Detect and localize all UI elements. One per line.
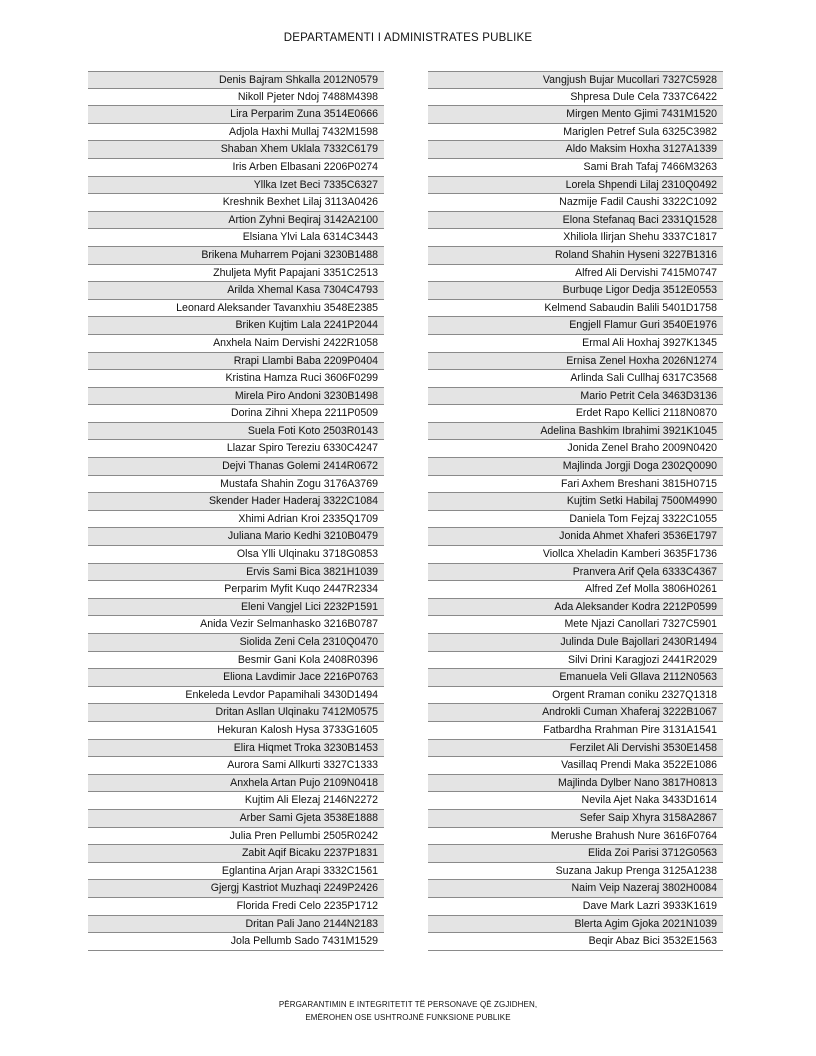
list-item: Anida Vezir Selmanhasko 3216B0787 [88, 616, 384, 634]
list-item: Dritan Asllan Ulqinaku 7412M0575 [88, 704, 384, 722]
list-item: Dejvi Thanas Golemi 2414R0672 [88, 458, 384, 476]
list-item: Vangjush Bujar Mucollari 7327C5928 [428, 71, 723, 89]
list-item: Emanuela Veli Gllava 2112N0563 [428, 669, 723, 687]
list-item: Elsiana Ylvi Lala 6314C3443 [88, 229, 384, 247]
list-item: Majlinda Dylber Nano 3817H0813 [428, 775, 723, 793]
list-item: Xhimi Adrian Kroi 2335Q1709 [88, 511, 384, 529]
list-item: Merushe Brahush Nure 3616F0764 [428, 828, 723, 846]
list-item: Aldo Maksim Hoxha 3127A1339 [428, 141, 723, 159]
list-item: Anxhela Naim Dervishi 2422R1058 [88, 335, 384, 353]
list-item: Shpresa Dule Cela 7337C6422 [428, 89, 723, 107]
list-item: Erdet Rapo Kellici 2118N0870 [428, 405, 723, 423]
list-item: Dorina Zihni Xhepa 2211P0509 [88, 405, 384, 423]
list-item: Julia Pren Pellumbi 2505R0242 [88, 828, 384, 846]
list-item: Mirgen Mento Gjimi 7431M1520 [428, 106, 723, 124]
list-item: Jonida Zenel Braho 2009N0420 [428, 440, 723, 458]
list-item: Kujtim Setki Habilaj 7500M4990 [428, 493, 723, 511]
list-item: Ferzilet Ali Dervishi 3530E1458 [428, 740, 723, 758]
list-item: Yllka Izet Beci 7335C6327 [88, 177, 384, 195]
list-item: Ada Aleksander Kodra 2212P0599 [428, 599, 723, 617]
list-item: Skender Hader Haderaj 3322C1084 [88, 493, 384, 511]
list-item: Briken Kujtim Lala 2241P2044 [88, 317, 384, 335]
list-item: Anxhela Artan Pujo 2109N0418 [88, 775, 384, 793]
list-item: Lira Perparim Zuna 3514E0666 [88, 106, 384, 124]
list-item: Sami Brah Tafaj 7466M3263 [428, 159, 723, 177]
list-item: Eliona Lavdimir Jace 2216P0763 [88, 669, 384, 687]
list-item: Beqir Abaz Bici 3532E1563 [428, 933, 723, 951]
list-item: Suzana Jakup Prenga 3125A1238 [428, 863, 723, 881]
list-item: Nazmije Fadil Caushi 3322C1092 [428, 194, 723, 212]
list-item: Pranvera Arif Qela 6333C4367 [428, 564, 723, 582]
list-item: Mariglen Petref Sula 6325C3982 [428, 124, 723, 142]
list-item: Lorela Shpendi Lilaj 2310Q0492 [428, 177, 723, 195]
list-item: Perparim Myfit Kuqo 2447R2334 [88, 581, 384, 599]
list-item: Adelina Bashkim Ibrahimi 3921K1045 [428, 423, 723, 441]
list-item: Blerta Agim Gjoka 2021N1039 [428, 916, 723, 934]
list-item: Shaban Xhem Uklala 7332C6179 [88, 141, 384, 159]
list-item: Mete Njazi Canollari 7327C5901 [428, 616, 723, 634]
list-item: Elida Zoi Parisi 3712G0563 [428, 845, 723, 863]
list-item: Denis Bajram Shkalla 2012N0579 [88, 71, 384, 89]
list-item: Kristina Hamza Ruci 3606F0299 [88, 370, 384, 388]
list-item: Kujtim Ali Elezaj 2146N2272 [88, 792, 384, 810]
list-item: Mario Petrit Cela 3463D3136 [428, 388, 723, 406]
footer-line-2: EMËROHEN OSE USHTROJNË FUNKSIONE PUBLIKE [305, 1013, 511, 1022]
list-item: Vasillaq Prendi Maka 3522E1086 [428, 757, 723, 775]
list-item: Kelmend Sabaudin Balili 5401D1758 [428, 300, 723, 318]
footer [0, 998, 816, 1024]
list-item: Adjola Haxhi Mullaj 7432M1598 [88, 124, 384, 142]
list-item: Majlinda Jorgji Doga 2302Q0090 [428, 458, 723, 476]
list-item: Brikena Muharrem Pojani 3230B1488 [88, 247, 384, 265]
list-item: Alfred Zef Molla 3806H0261 [428, 581, 723, 599]
list-item: Hekuran Kalosh Hysa 3733G1605 [88, 722, 384, 740]
list-item: Orgent Rraman coniku 2327Q1318 [428, 687, 723, 705]
list-item: Eleni Vangjel Lici 2232P1591 [88, 599, 384, 617]
list-item: Fatbardha Rrahman Pire 3131A1541 [428, 722, 723, 740]
list-item: Ermal Ali Hoxhaj 3927K1345 [428, 335, 723, 353]
list-item: Enkeleda Levdor Papamihali 3430D1494 [88, 687, 384, 705]
list-item: Florida Fredi Celo 2235P1712 [88, 898, 384, 916]
page-title: DEPARTAMENTI I ADMINISTRATES PUBLIKE [283, 32, 533, 44]
list-item: Alfred Ali Dervishi 7415M0747 [428, 265, 723, 283]
list-item: Burbuqe Ligor Dedja 3512E0553 [428, 282, 723, 300]
list-item: Aurora Sami Allkurti 3327C1333 [88, 757, 384, 775]
list-item: Mirela Piro Andoni 3230B1498 [88, 388, 384, 406]
list-item: Dritan Pali Jano 2144N2183 [88, 916, 384, 934]
right-name-list [428, 71, 723, 951]
list-item: Dave Mark Lazri 3933K1619 [428, 898, 723, 916]
list-item: Arlinda Sali Cullhaj 6317C3568 [428, 370, 723, 388]
list-item: Jola Pellumb Sado 7431M1529 [88, 933, 384, 951]
list-item: Nevila Ajet Naka 3433D1614 [428, 792, 723, 810]
list-item: Iris Arben Elbasani 2206P0274 [88, 159, 384, 177]
list-item: Androkli Cuman Xhaferaj 3222B1067 [428, 704, 723, 722]
list-item: Jonida Ahmet Xhaferi 3536E1797 [428, 528, 723, 546]
list-item: Besmir Gani Kola 2408R0396 [88, 652, 384, 670]
list-item: Silvi Drini Karagjozi 2441R2029 [428, 652, 723, 670]
list-item: Elira Hiqmet Troka 3230B1453 [88, 740, 384, 758]
list-item: Zhuljeta Myfit Papajani 3351C2513 [88, 265, 384, 283]
list-item: Ervis Sami Bica 3821H1039 [88, 564, 384, 582]
list-item: Arber Sami Gjeta 3538E1888 [88, 810, 384, 828]
list-item: Naim Veip Nazeraj 3802H0084 [428, 880, 723, 898]
list-item: Elona Stefanaq Baci 2331Q1528 [428, 212, 723, 230]
left-name-list [88, 71, 384, 951]
list-item: Gjergj Kastriot Muzhaqi 2249P2426 [88, 880, 384, 898]
list-item: Nikoll Pjeter Ndoj 7488M4398 [88, 89, 384, 107]
list-item: Xhiliola Ilirjan Shehu 3337C1817 [428, 229, 723, 247]
list-item: Llazar Spiro Tereziu 6330C4247 [88, 440, 384, 458]
list-item: Sefer Saip Xhyra 3158A2867 [428, 810, 723, 828]
list-item: Artion Zyhni Beqiraj 3142A2100 [88, 212, 384, 230]
list-item: Leonard Aleksander Tavanxhiu 3548E2385 [88, 300, 384, 318]
list-item: Fari Axhem Breshani 3815H0715 [428, 476, 723, 494]
list-item: Engjell Flamur Guri 3540E1976 [428, 317, 723, 335]
list-item: Daniela Tom Fejzaj 3322C1055 [428, 511, 723, 529]
list-item: Rrapi Llambi Baba 2209P0404 [88, 353, 384, 371]
list-item: Mustafa Shahin Zogu 3176A3769 [88, 476, 384, 494]
footer-line-1: PËRGARANTIMIN E INTEGRITETIT TË PERSONAVE QË ZGJIDHEN, [278, 1000, 538, 1009]
list-item: Viollca Xheladin Kamberi 3635F1736 [428, 546, 723, 564]
list-item: Zabit Aqif Bicaku 2237P1831 [88, 845, 384, 863]
list-item: Roland Shahin Hyseni 3227B1316 [428, 247, 723, 265]
list-item: Siolida Zeni Cela 2310Q0470 [88, 634, 384, 652]
list-item: Arilda Xhemal Kasa 7304C4793 [88, 282, 384, 300]
list-item: Suela Foti Koto 2503R0143 [88, 423, 384, 441]
list-item: Juliana Mario Kedhi 3210B0479 [88, 528, 384, 546]
list-item: Ernisa Zenel Hoxha 2026N1274 [428, 353, 723, 371]
list-item: Julinda Dule Bajollari 2430R1494 [428, 634, 723, 652]
list-item: Olsa Ylli Ulqinaku 3718G0853 [88, 546, 384, 564]
list-item: Kreshnik Bexhet Lilaj 3113A0426 [88, 194, 384, 212]
list-item: Eglantina Arjan Arapi 3332C1561 [88, 863, 384, 881]
